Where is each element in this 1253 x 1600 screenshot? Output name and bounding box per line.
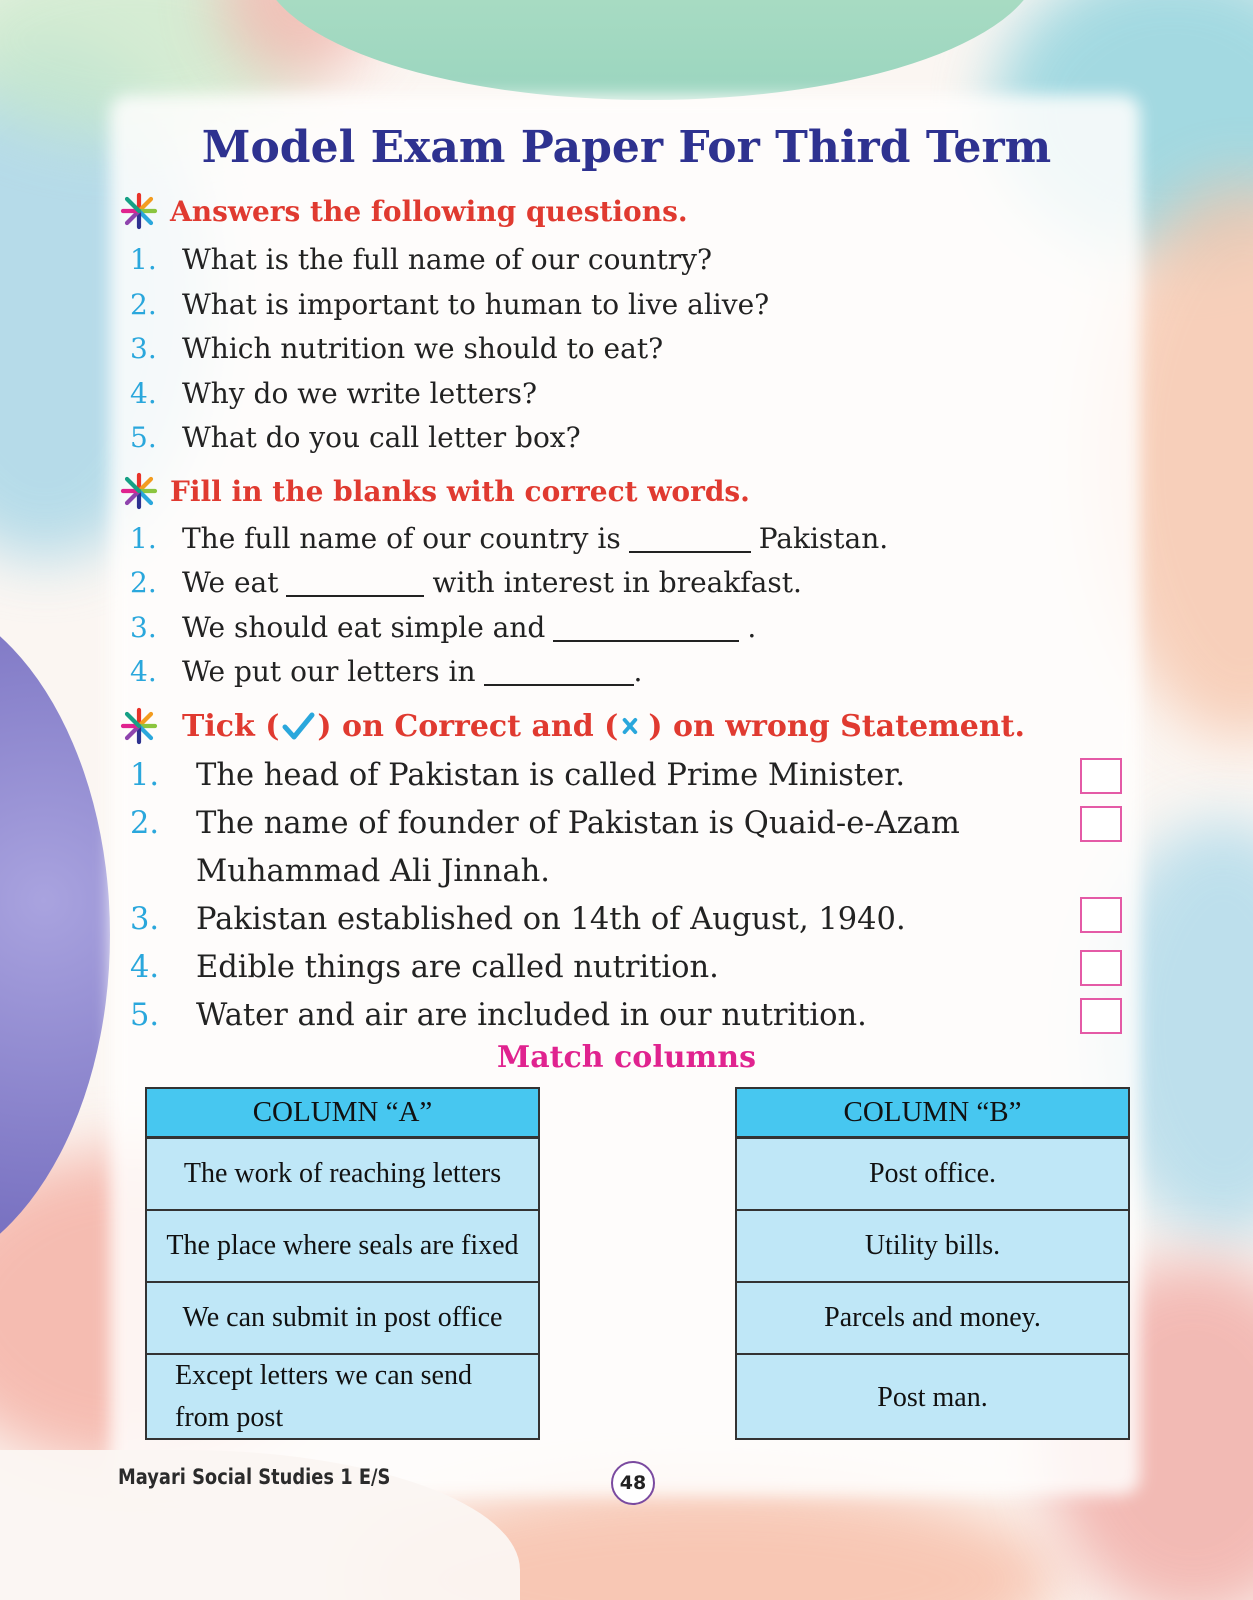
item-text-before: We eat	[182, 566, 279, 599]
match-columns-title: Match columns	[497, 1040, 756, 1075]
item-number: 5.	[130, 421, 157, 454]
row-text-line1: Except letters we can send	[175, 1360, 472, 1391]
item-text-after: .	[633, 655, 643, 688]
answer-blank[interactable]	[286, 566, 424, 597]
flower-icon	[120, 192, 158, 230]
table-row[interactable]: Utility bills.	[737, 1211, 1128, 1283]
list-item	[130, 288, 769, 321]
item-number: 1.	[130, 758, 160, 793]
item-number: 4.	[130, 950, 160, 985]
column-b-table	[735, 1087, 1130, 1440]
column-b-header: COLUMN “B”	[737, 1089, 1128, 1139]
item-text-after: .	[747, 611, 757, 644]
answer-checkbox[interactable]	[1080, 950, 1122, 986]
item-number: 3.	[130, 902, 160, 937]
flower-icon	[120, 707, 158, 745]
item-number: 3.	[130, 332, 157, 365]
item-number: 2.	[130, 288, 157, 321]
item-text: What is important to human to live alive?	[182, 288, 770, 321]
list-item	[130, 611, 756, 644]
item-text: Pakistan established on 14th of August, 1940.	[196, 902, 906, 937]
list-item	[130, 800, 960, 896]
item-text: Why do we write letters?	[182, 377, 538, 410]
answer-checkbox[interactable]	[1080, 758, 1122, 794]
checkmark-icon	[281, 711, 315, 741]
table-row[interactable]: The work of reaching letters	[147, 1139, 538, 1211]
row-text-line2: from post	[175, 1402, 284, 1433]
table-row[interactable]: Post office.	[737, 1139, 1128, 1211]
answer-checkbox[interactable]	[1080, 998, 1122, 1034]
item-text-after: with interest in breakfast.	[432, 566, 802, 599]
item-text-before: We put our letters in	[182, 655, 476, 688]
item-number: 4.	[130, 377, 157, 410]
list-item	[130, 944, 719, 992]
item-text: Water and air are included in our nutrition.	[196, 998, 867, 1033]
cross-icon	[620, 711, 646, 741]
section-heading-fill-blanks	[120, 472, 750, 510]
heading-text-part3: ) on wrong Statement.	[648, 708, 1025, 744]
heading-text-part1: Tick (	[182, 708, 280, 744]
page-title: Model Exam Paper For Third Term	[201, 122, 1052, 173]
list-item	[130, 522, 888, 555]
item-text: What is the full name of our country?	[182, 243, 712, 276]
list-item	[130, 896, 906, 944]
item-text-line2: Muhammad Ali Jinnah.	[196, 854, 550, 889]
item-text: What do you call letter box?	[182, 421, 581, 454]
item-number: 5.	[130, 998, 160, 1033]
answer-blank[interactable]	[553, 611, 739, 642]
item-number: 4.	[130, 655, 157, 688]
table-row[interactable]: Post man.	[877, 1381, 988, 1413]
list-item	[130, 566, 802, 599]
list-item	[130, 421, 581, 454]
list-item	[130, 243, 712, 276]
heading-text-part2: ) on Correct and (	[317, 708, 619, 744]
page-number: 48	[611, 1461, 655, 1505]
table-row[interactable]	[147, 1355, 538, 1439]
item-text-after: Pakistan.	[758, 522, 889, 555]
section-heading-questions	[120, 192, 688, 230]
list-item	[130, 332, 663, 365]
book-title-footer: Mayari Social Studies 1 E/S	[118, 1465, 391, 1489]
answer-blank[interactable]	[484, 655, 634, 686]
item-number: 2.	[130, 566, 157, 599]
answer-blank[interactable]	[629, 522, 751, 553]
table-row[interactable]: Parcels and money.	[737, 1283, 1128, 1355]
row-text	[175, 1355, 472, 1439]
item-number: 2.	[130, 806, 160, 841]
item-number: 3.	[130, 611, 157, 644]
list-item	[130, 377, 537, 410]
item-text: Edible things are called nutrition.	[196, 950, 719, 985]
flower-icon	[120, 472, 158, 510]
answer-checkbox[interactable]	[1080, 806, 1122, 842]
item-text-before: We should eat simple and	[182, 611, 546, 644]
item-text: Which nutrition we should to eat?	[182, 332, 664, 365]
list-item	[130, 655, 642, 688]
section-heading-text: Answers the following questions.	[170, 194, 688, 228]
table-row[interactable]: The place where seals are fixed	[147, 1211, 538, 1283]
section-heading-text: Fill in the blanks with correct words.	[170, 474, 750, 508]
column-a-table	[145, 1087, 540, 1440]
table-row[interactable]: We can submit in post office	[147, 1283, 538, 1355]
item-text-line1: The name of founder of Pakistan is Quaid-e-Azam	[196, 806, 960, 841]
item-text	[196, 800, 960, 896]
item-number: 1.	[130, 243, 157, 276]
list-item	[130, 752, 905, 800]
answer-checkbox[interactable]	[1080, 897, 1122, 933]
list-item	[130, 992, 867, 1040]
item-text: The head of Pakistan is called Prime Minister.	[196, 758, 906, 793]
item-text-before: The full name of our country is	[182, 522, 621, 555]
item-number: 1.	[130, 522, 157, 555]
section-heading-tick	[120, 707, 1025, 745]
column-a-header: COLUMN “A”	[147, 1089, 538, 1139]
